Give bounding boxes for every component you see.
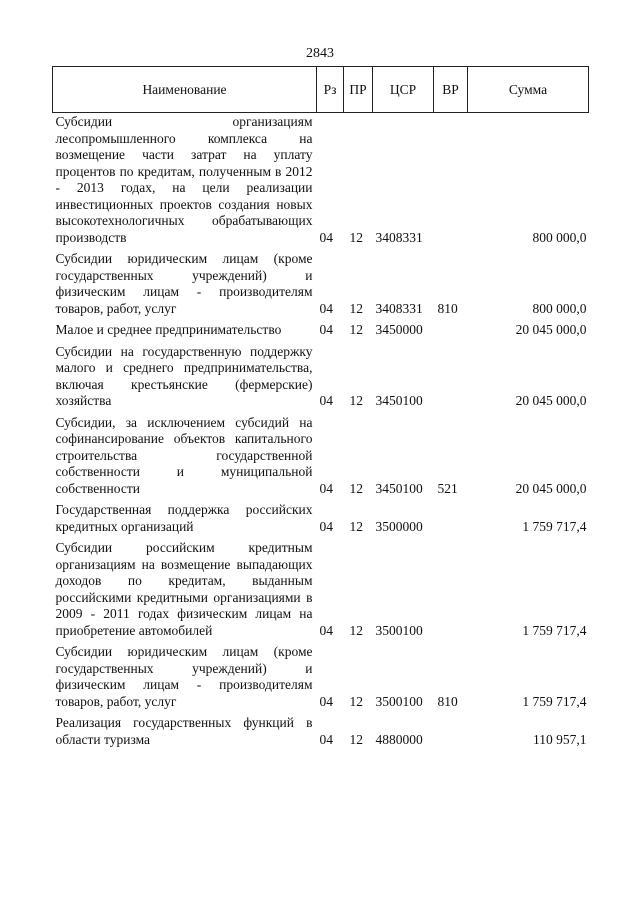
row-csr: 3450100: [375, 480, 423, 496]
row-name: Малое и среднее предпринимательство: [55, 322, 282, 337]
table-row: [53, 246, 589, 317]
row-csr: 3500000: [375, 518, 423, 534]
row-pr: 12: [349, 731, 363, 747]
row-pr: 12: [349, 393, 363, 408]
row-rz: 04: [319, 622, 333, 638]
row-name: Субсидии организациям лесопромышленного комплекса на возмещение части затрат на уплату процентов по кредитам, полученным в 2012 - 2013 годах, на цели реализации инвестиционных проектов создания новых высокотехнологичных обрабатывающих производств: [55, 114, 313, 245]
row-csr: 3500100: [375, 693, 423, 709]
row-rz: 04: [319, 229, 333, 245]
row-sum: 800 000,0: [532, 229, 587, 245]
row-rz: 04: [319, 300, 333, 316]
row-csr: 3450100: [375, 393, 423, 408]
row-sum: 1 759 717,4: [522, 622, 587, 638]
row-sum: 1 759 717,4: [522, 518, 587, 534]
row-name: Государственная поддержка российских кредитных организаций: [55, 502, 313, 534]
row-vr: [434, 710, 468, 748]
table-row: [53, 497, 589, 535]
header-vr: ВР: [434, 67, 468, 113]
table-row: [53, 339, 589, 410]
header-rz: Рз: [317, 67, 344, 113]
row-rz: 04: [319, 693, 333, 709]
row-pr: 12: [349, 229, 363, 245]
header-csr: ЦСР: [373, 67, 434, 113]
row-sum: 20 045 000,0: [515, 322, 587, 337]
row-csr: 3500100: [375, 622, 423, 638]
row-rz: 04: [319, 322, 333, 337]
row-vr: [434, 535, 468, 639]
row-pr: 12: [349, 300, 363, 316]
row-name: Субсидии российским кредитным организациям на возмещение выпадающих доходов по кредитам, выданным российскими кредитными организациями в 2009 - 2011 годах физическим лицам на приобретение автомобилей: [55, 540, 313, 638]
table-header-row: [53, 67, 589, 113]
row-pr: 12: [349, 693, 363, 709]
row-sum: 110 957,1: [533, 731, 587, 747]
row-name: Реализация государственных функций в области туризма: [55, 715, 313, 747]
row-vr: [434, 497, 468, 535]
row-rz: 04: [319, 731, 333, 747]
table-row: [53, 639, 589, 710]
row-vr: 810: [437, 300, 458, 316]
table-row: [53, 535, 589, 639]
header-pr: ПР: [344, 67, 373, 113]
row-sum: 20 045 000,0: [515, 480, 587, 496]
row-name: Субсидии на государственную поддержку малого и среднего предпринимательства, включая крестьянские (фермерские) хозяйства: [55, 343, 313, 408]
table-row: [53, 113, 589, 247]
table-row: [53, 317, 589, 339]
row-name: Субсидии юридическим лицам (кроме государственных учреждений) и физическим лицам - производителям товаров, работ, услуг: [55, 251, 313, 316]
row-vr: [434, 339, 468, 410]
row-pr: 12: [349, 622, 363, 638]
table-row: [53, 410, 589, 498]
row-name: Субсидии, за исключением субсидий на софинансирование объектов капитального строительства государственной собственности и муниципальной собственности: [55, 414, 313, 496]
row-sum: 1 759 717,4: [522, 693, 587, 709]
row-vr: [434, 113, 468, 247]
table-row: [53, 710, 589, 748]
page-number: 2843: [306, 46, 334, 61]
row-name: Субсидии юридическим лицам (кроме государственных учреждений) и физическим лицам - производителям товаров, работ, услуг: [55, 644, 313, 709]
row-csr: 3408331: [375, 300, 423, 316]
row-vr: 810: [437, 693, 458, 709]
row-rz: 04: [319, 393, 333, 408]
header-name: Наименование: [53, 67, 317, 113]
row-csr: 4880000: [375, 731, 423, 747]
row-sum: 20 045 000,0: [515, 393, 587, 408]
row-csr: 3408331: [375, 229, 423, 245]
row-sum: 800 000,0: [532, 300, 587, 316]
row-rz: 04: [319, 518, 333, 534]
row-vr: [434, 317, 468, 339]
row-pr: 12: [349, 518, 363, 534]
row-csr: 3450000: [375, 322, 423, 337]
row-vr: 521: [437, 480, 458, 496]
budget-table: [52, 66, 589, 748]
row-pr: 12: [349, 480, 363, 496]
row-rz: 04: [319, 480, 333, 496]
row-pr: 12: [349, 322, 363, 337]
header-sum: Сумма: [468, 67, 589, 113]
